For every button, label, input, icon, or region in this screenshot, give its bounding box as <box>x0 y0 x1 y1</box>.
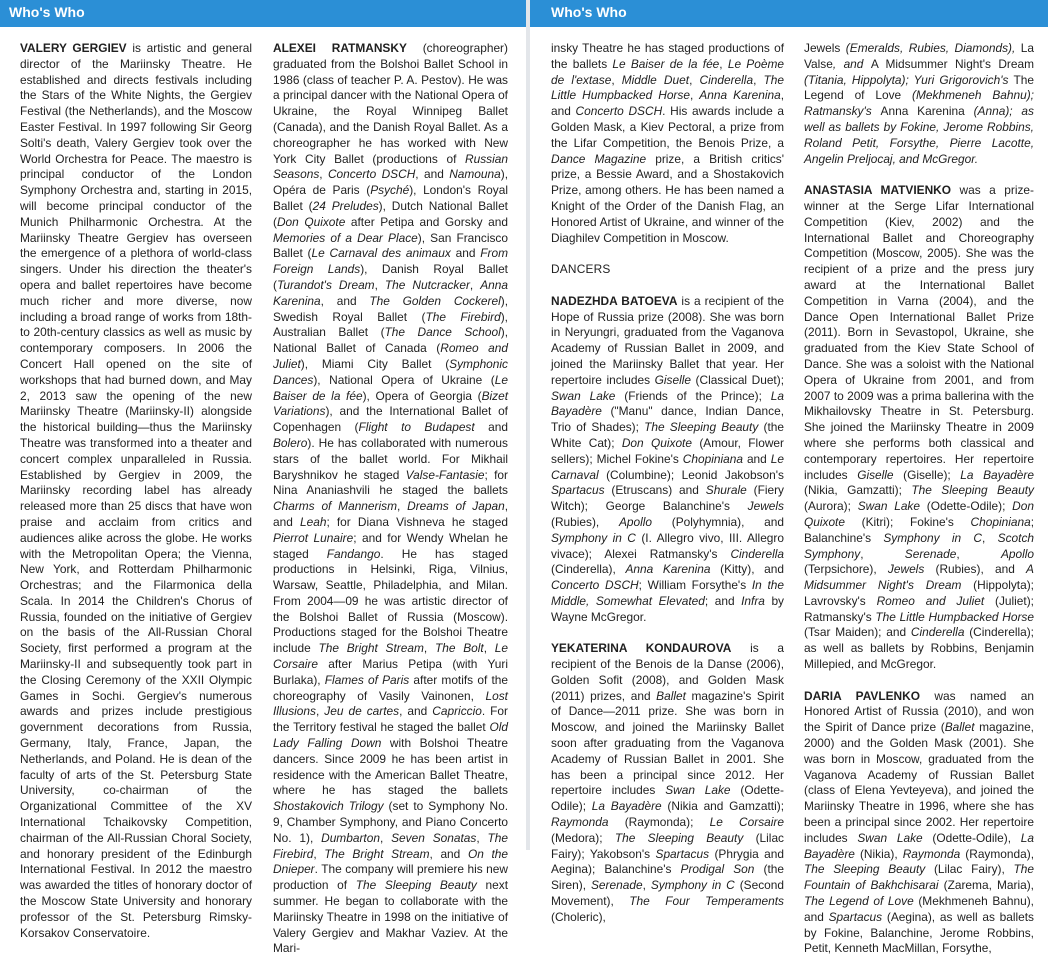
work-title: Concerto DSCH <box>327 167 416 182</box>
text-run: . For the Territory festival he staged the ballet <box>273 704 508 735</box>
work-title: Le Carnaval des animaux <box>311 246 451 261</box>
text-run: ), National Ballet of Canada ( <box>273 325 508 356</box>
text-run: (Rubies), and <box>924 562 1027 577</box>
text-run: , <box>753 72 764 87</box>
work-title: Spartacus <box>828 909 883 924</box>
text-run: , <box>860 546 905 561</box>
page-gutter <box>526 0 530 850</box>
text-run: ), and the International Ballet of Copenhagen ( <box>273 404 508 435</box>
work-title: Swan Lake <box>551 388 616 403</box>
bio-name: ANASTASIA MATVIENKO <box>804 183 951 198</box>
header-bar-right <box>530 0 1048 27</box>
text-run: ), Miami City Ballet ( <box>300 356 450 371</box>
text-run: (Odette-Odile), <box>922 830 1021 845</box>
work-title: Don Quixote <box>621 435 692 450</box>
text-run: (Lilac Fairy); Yakobson's <box>551 830 785 861</box>
text-run: (Odette-Odile); <box>551 783 784 814</box>
work-title: The Firebird <box>273 830 508 861</box>
bio-name: YEKATERINA KONDAUROVA <box>551 641 732 656</box>
bio-text <box>551 41 784 245</box>
column-2 <box>273 41 508 973</box>
text-run: , <box>689 72 700 87</box>
work-title: The Little Humpbacked Horse <box>551 72 785 103</box>
text-run: (Juliet); Ratmansky's <box>804 593 1034 624</box>
text-run: and <box>742 451 771 466</box>
work-title: Chopiniana <box>682 451 743 466</box>
work-title: Psyché <box>370 183 410 198</box>
text-run: , and <box>415 167 450 182</box>
bio-text: is artistic and general director of the Mariinsky Theatre. He established and directs festivals including the Stars of the White Nights, the Gergiev Festival (the Netherlands), and the Moscow Easter Festival. In 1997 following Sir Georg Solti's death, Valery Gergiev took over the World Orchestra for Peace. The maestro is principal conductor of the London Symphony Orchestra and, starting in 2015, will become principal conductor of the Munich Philharmonic Orchestra. At the Mariinsky Theatre Gergiev has overseen the emergence of a plethora of world-class singers. Under his direction the theater's opera and ballet repertoires have become much richer and more diverse, now including a broad range of works from 18th- to 20th-century classics as well as music by contemporary composers. In 2006 the Concert Hall opened on the site of workshops that had burned down, and May 2, 2013 saw the opening of the new Mariinsky Theatre (Mariinsky-II) alongside the historical building—thus the Mariinsky Theatre was transformed into a theater and concert complex unparalleled in Russia. Established by Gergiev in 2009, the Mariinsky recording label has already released more than 25 discs that have won praise and acclaim from critics and audiences alike across the globe. He works with the Metropolitan Opera; the Vienna, New York, and Rotterdam Philharmonic Orchestras; and the Filarmonica della Scala. In 2014 the Children's Chorus of Russia, founded on the initiative of Gergiev on the basis of the All-Russian Choral Society, first performed a program at the Mariinsky-II and subsequently took part in the Closing Ceremony of the XXII Olympic Games in Sochi. Gergiev's numerous awards and prizes include prestigious government decorations from Russia, Germany, Italy, France, Japan, the Netherlands, and Poland. He is dean of the faculty of arts of the St. Petersburg State University, co-chairman of the Organizational Committee of the XV International Tchaikovsky Competition, chairman of the All-Russian Choral Society, and honorary president of the Edinburgh International Festival. In 2012 the maestro was awarded the titles of honorary doctor of the Moscow State University and honorary professor of the St. Petersburg Rimsky-Korsakov Conservatoire. <box>20 41 252 940</box>
bio-name: NADEZHDA BATOEVA <box>551 293 678 308</box>
text-run: , <box>476 830 488 845</box>
work-title: (Mekhmeneh Bahnu); Ratmansky's <box>804 88 1034 119</box>
text-run: (Friends of the Prince); <box>615 388 771 403</box>
work-title: The Sleeping Beauty <box>614 830 744 845</box>
text-run: (Nikia and Gamzatti); <box>661 799 784 814</box>
work-title: Anna Karenina <box>273 277 509 308</box>
work-title: Shostakovich Trilogy <box>273 799 384 814</box>
work-title: Symphony in C <box>650 878 735 893</box>
text-run: (Mekhmeneh Bahnu), and <box>804 894 1034 924</box>
work-title: Raymonda <box>902 846 961 861</box>
text-run: (Hippolyta); Lavrovsky's <box>804 578 1034 608</box>
text-run: , <box>319 167 328 182</box>
work-title: The Sleeping Beauty <box>911 483 1034 498</box>
work-title: The Golden Cockerel <box>369 293 501 308</box>
text-run: insky Theatre he has staged productions of the ballets <box>551 41 784 71</box>
text-run: A Midsummer Night's Dream <box>870 56 1035 71</box>
text-run: magazine, 2000) and the Golden Mask (2001). She was born in Moscow, graduated from the Vaganova Academy of Russian Ballet (class of Elena Yevteyeva), and joined the Mariinsky Theatre in 1996, where she has been a principal since 2002. Her repertoire includes <box>804 720 1034 845</box>
work-title: Spartacus <box>655 846 710 861</box>
work-title: (Titania, Hippolyta); Yuri Grigorovich's <box>804 72 1014 87</box>
text-run: ; and <box>704 593 742 608</box>
bio-text <box>551 294 784 624</box>
text-run: (Nikia), <box>854 846 903 861</box>
work-title: Symphonic Dances <box>273 356 508 387</box>
header-bar-left <box>0 0 526 27</box>
text-run: (Aegina), as well as ballets by Fokine, Balanchine, Jerome Robbins, Petit, Kenneth MacMillan, Forsythe, <box>804 909 1034 956</box>
text-run: , <box>396 499 408 514</box>
text-run: . The company will premiere his new production of <box>273 862 508 893</box>
text-run: was named an Honored Artist of Russia (2010), and won the Spirit of Dance prize ( <box>804 688 1034 735</box>
column-3 <box>551 41 784 941</box>
work-title: Romeo and Juliet <box>876 593 985 608</box>
work-title: Middle Duet <box>621 72 690 87</box>
text-run: (Raymonda), <box>960 846 1034 861</box>
work-title: Infra <box>741 593 765 608</box>
work-title: Lost Illusions <box>273 688 508 719</box>
work-title: Le Carnaval <box>551 451 784 482</box>
text-run: , <box>956 546 1001 561</box>
work-title: Apollo <box>1000 546 1035 561</box>
column-4 <box>804 41 1034 973</box>
text-run: ; for Nina Ananiashvili he staged the ballets <box>273 467 509 498</box>
work-title: Turandot's Dream <box>276 277 375 292</box>
bio-kondaurova-continued <box>804 41 1034 167</box>
work-title: Capriccio <box>432 704 482 719</box>
work-title: Romeo and Juliet <box>273 341 508 371</box>
text-run: La Valse <box>804 41 1034 71</box>
text-run: . His awards include a Golden Mask, a Kiev Pectoral, a prize from the Lifar Competition, the Benois Prize, a <box>551 104 784 150</box>
text-run: (Medora); <box>551 830 615 845</box>
text-run: ), Swedish Royal Ballet ( <box>273 293 509 324</box>
text-run: ), Danish Royal Ballet ( <box>273 262 508 292</box>
work-title: Swan Lake <box>665 783 731 798</box>
work-title: The Firebird <box>425 309 501 324</box>
text-run: , <box>642 878 651 893</box>
text-run: (Fiery Witch); George Balanchine's <box>551 483 784 514</box>
text-run: (Cinderella), <box>551 562 626 577</box>
text-run: ; and for Wendy Whelan he staged <box>273 530 508 561</box>
work-title: Le Corsaire <box>273 641 508 672</box>
text-run: , and <box>320 293 370 308</box>
work-title: 24 Preludes <box>312 198 379 213</box>
text-run: (choreographer) graduated from the Bolshoi Ballet School in 1986 (class of teacher P. A. Pestov). He was a principal dancer with the National Opera of Ukraine, the Royal Winnipeg Ballet (Canada), and the Danish Royal Ballet. As a choreographer he has worked with New York City Ballet (productions of <box>273 41 508 166</box>
work-title: Cinderella <box>730 546 784 561</box>
bio-text <box>551 641 784 924</box>
text-run: (Odette-Odile); <box>919 499 1013 514</box>
text-run: (Rubies), <box>551 514 619 529</box>
text-run: , and <box>273 499 508 529</box>
text-run: after Marius Petipa (with Yuri Burlaka), <box>273 657 508 687</box>
work-title: Don Quixote <box>276 214 346 229</box>
work-title: La Bayadère <box>960 467 1034 482</box>
work-title: Scotch Symphony <box>804 530 1035 561</box>
work-title: , and <box>832 56 871 71</box>
text-run: , <box>611 72 622 87</box>
work-title: Valse-Fantasie <box>405 467 485 482</box>
work-title: Shurale <box>705 483 747 498</box>
work-title: Chopiniana <box>970 514 1031 529</box>
bio-ratmansky-continued <box>551 41 784 246</box>
work-title: La Bayadère <box>551 388 784 419</box>
work-title: Seven Sonatas <box>391 830 477 845</box>
text-run: (Amour, Flower sellers); Michel Fokine's <box>551 435 784 466</box>
text-run: was a prize-winner at the Serge Lifar International Competition (Kiev, 2002) and the International Ballet and Choreography Competition (Moscow, 2005). She was the recipient of a prize and the press jury award at the International Ballet Competition in Varna (2004), and the Dance Open International Ballet Prize (2011). Born in Sevastopol, Ukraine, she graduated from the Kiev State School of Dance. She was a soloist with the National Opera of Ukraine from 2001, and from 2007 to 2009 was a prima ballerina with the Mikhailovsky Theatre in St. Petersburg. She joined the Mariinsky Theatre in 2009 where she performs both classical and contemporary repertoires. Her repertoire includes <box>804 183 1034 482</box>
text-run: (Classical Duet); <box>690 372 784 387</box>
section-title-left: Who's Who <box>9 4 85 20</box>
text-run: , <box>982 530 998 545</box>
work-title: Leah <box>299 514 327 529</box>
work-title: The Sleeping Beauty <box>355 878 477 893</box>
work-title: Concerto DSCH <box>551 578 639 593</box>
text-run: , <box>313 846 325 861</box>
work-title: Charms of Mannerism <box>273 499 397 514</box>
text-run: prize, a British critics' prize, a Bessie Award, and a Shostakovich Prize, among others. He has been named a Knight of the Order of the Danish Flag, an Honored Artist of Ukraine, and winner of the Diaghilev Competition in Moscow. <box>551 151 785 245</box>
text-run: , <box>689 88 700 103</box>
work-title: Ballet <box>656 688 686 703</box>
work-title: The Bolt <box>434 641 484 656</box>
work-title: Apollo <box>618 514 653 529</box>
work-title: Cinderella <box>910 625 965 640</box>
work-title: La Bayadère <box>804 830 1034 861</box>
text-run: , <box>315 704 325 719</box>
work-title: The Sleeping Beauty <box>644 420 759 435</box>
text-run: (Kitty), and <box>710 562 785 577</box>
bio-batoeva <box>551 294 784 626</box>
work-title: Anna Karenina <box>699 88 781 103</box>
work-title: Dance Magazine <box>551 151 647 166</box>
text-run: (the White Cat); <box>551 420 784 450</box>
work-title: Russian Seasons <box>273 151 508 182</box>
work-title: On the Dnieper <box>273 846 509 877</box>
text-run: (I. Allegro vivo, III. Allegro vivace); Alexei Ratmansky's <box>551 530 784 561</box>
text-run: , <box>469 277 481 292</box>
bio-matvienko <box>804 183 1034 673</box>
work-title: In the Middle, Somewhat Elevated <box>551 578 785 608</box>
bio-text <box>804 183 1034 671</box>
text-run: (Aurora); <box>804 499 858 514</box>
text-run: (Giselle); <box>893 467 961 482</box>
text-run: (Zarema, Maria), <box>938 878 1034 893</box>
text-run: , and <box>551 88 785 119</box>
text-run: (Terpsichore), <box>804 562 888 577</box>
text-run: after motifs of the choreography of Vasily Vainonen, <box>273 672 508 703</box>
text-run: (Cinderella); as well as ballets by Robbins, Benjamin Millepied, and McGregor. <box>804 625 1034 672</box>
work-title: Dumbarton <box>321 830 380 845</box>
bio-text <box>804 689 1034 956</box>
text-run: ), San Francisco Ballet ( <box>273 230 508 261</box>
text-run: (Second Movement), <box>551 878 785 909</box>
text-run: ). He has collaborated with numerous stars of the ballet world. For Mikhail Baryshnikov he staged <box>273 435 508 482</box>
work-title: Swan Lake <box>857 499 920 514</box>
text-run: and <box>474 420 508 435</box>
text-run: , <box>719 56 728 71</box>
work-title: Don Quixote <box>804 499 1034 529</box>
work-title: Flight to Budapest <box>358 420 475 435</box>
text-run: Anna Karenina <box>880 104 965 119</box>
bio-ratmansky <box>273 41 508 957</box>
text-run: , <box>379 830 392 845</box>
work-title: The Legend of Love <box>804 894 914 909</box>
text-run: , <box>374 277 385 292</box>
text-run: (Columbine); Leonid Jakobson's <box>598 467 784 482</box>
text-run: (Choleric), <box>551 909 606 924</box>
work-title: Bolero <box>273 435 308 450</box>
work-title: The Sleeping Beauty <box>804 862 926 877</box>
text-run: with Bolshoi Theatre dancers. Since 2009 he has been artist in residence with the American Ballet Theatre, where he has staged the ballets <box>273 736 508 798</box>
text-run: and <box>450 246 481 261</box>
bio-name: DARIA PAVLENKO <box>804 688 920 703</box>
text-run: ; William Forsythe's <box>638 578 752 593</box>
work-title: The Nutcracker <box>384 277 470 292</box>
work-title: Anna Karenina <box>625 562 711 577</box>
bio-pavlenko <box>804 689 1034 958</box>
work-title: Symphony in C <box>551 530 636 545</box>
work-title: Raymonda <box>551 815 609 830</box>
bio-text <box>273 41 508 955</box>
text-run: is a recipient of the Benois de la Danse (2006), Golden Sofit (2008), and Golden Mask (2011) prizes, and <box>551 641 784 703</box>
text-run: , <box>423 641 435 656</box>
work-title: From Foreign Lands <box>273 246 508 277</box>
work-title: Giselle <box>654 372 691 387</box>
work-title: Le Corsaire <box>709 815 784 830</box>
text-run: . He has staged productions in Helsinki, Riga, Vilnius, Warsaw, Seattle, Philadelphia, and Milan. From 2004—09 he was artistic director of the Bolshoi Ballet of Russia (Moscow). Productions staged for the Bolshoi Theatre include <box>273 546 508 656</box>
text-run: (Raymonda); <box>608 815 710 830</box>
work-title: Jeu de cartes <box>324 704 400 719</box>
work-title: Flames of Paris <box>324 672 410 687</box>
work-title: (Emeralds, Rubies, Diamonds), <box>840 41 1021 55</box>
work-title: Pierrot Lunaire <box>273 530 354 545</box>
text-run: ), Opéra de Paris ( <box>273 167 509 198</box>
text-run: , <box>483 641 495 656</box>
column-1 <box>20 41 252 957</box>
text-run: The Legend of Love <box>804 72 1034 103</box>
work-title: The Four Temperaments <box>629 894 784 909</box>
section-title-right: Who's Who <box>551 4 627 20</box>
work-title: Concerto DSCH <box>575 104 663 119</box>
work-title: Old Lady Falling Down <box>273 720 508 751</box>
work-title: Jewels <box>887 562 925 577</box>
work-title: The Bright Stream <box>324 846 430 861</box>
work-title: Fandango <box>326 546 381 561</box>
text-run: (set to Symphony No. 9, Chamber Symphony, and Piano Concerto No. 1), <box>273 799 508 845</box>
work-title: Spartacus <box>551 483 605 498</box>
work-title: Serenade <box>904 546 957 561</box>
text-run: ), Dutch National Ballet ( <box>273 198 508 229</box>
text-run: by Wayne McGregor. <box>551 593 785 624</box>
text-run: next summer. He began to collaborate with the Mariinsky Theatre in 1998 on the initiative of Valery Gergiev and Makhar Vaziev. At the Mari- <box>273 878 509 956</box>
text-run: (Kitri); Fokine's <box>844 514 971 529</box>
bio-text <box>804 41 1034 166</box>
work-title: Jewels <box>747 499 784 514</box>
text-run: ), Australian Ballet ( <box>273 309 508 340</box>
work-title: Prodigal Son <box>680 862 755 877</box>
work-title: The Fountain of Bakhchisarai <box>804 862 1034 893</box>
text-run: ), London's Royal Ballet ( <box>273 183 508 213</box>
text-run: , and <box>429 846 468 861</box>
text-run: (Tsar Maiden); and <box>804 625 911 640</box>
text-run: , and <box>399 704 433 719</box>
work-title: Cinderella <box>699 72 754 87</box>
text-run: (Phrygia and Aegina); Balanchine's <box>551 846 784 877</box>
bio-kondaurova <box>551 641 784 925</box>
text-run: magazine's Spirit of Dance—2011 prize. She was born in Moscow, and joined the Mariinsky Ballet soon after graduating from the Vaganova Academy of Russian Ballet in 2001. She has been a principal since 2012. Her repertoire includes <box>551 688 784 798</box>
work-title: A Midsummer Night's Dream <box>804 562 1034 593</box>
work-title: Swan Lake <box>857 830 923 845</box>
text-run: (the Siren), <box>551 862 785 893</box>
text-run: ; for Diana Vishneva he staged <box>326 514 508 529</box>
text-run: ), Opera of Georgia ( <box>362 388 482 403</box>
work-title: Serenade <box>590 878 643 893</box>
text-run: after Petipa and Gorsky and <box>345 214 508 229</box>
text-run: (Polyhymnia), and <box>652 514 784 529</box>
work-title: Ballet <box>944 720 975 735</box>
work-title: The Bright Stream <box>318 641 424 656</box>
work-title: Le Baiser de la fée <box>273 372 508 403</box>
work-title: The Little Humpbacked Horse <box>875 609 1034 624</box>
text-run: ("Manu" dance, Indian Dance, Trio of Shades); <box>551 404 784 435</box>
work-title: Le Poème de l'extase <box>551 56 784 87</box>
text-run: is a recipient of the Hope of Russia prize (2008). She was born in Neryungri, graduated from the Vaganova Academy of Russian Ballet in 2009, and joined the Mariinsky Ballet that year. Her repertoire includes <box>551 293 785 387</box>
text-run: (Lilac Fairy), <box>925 862 1014 877</box>
text-run: ; Balanchine's <box>804 514 1034 545</box>
work-title: Namouna <box>449 167 501 182</box>
work-title: Bizet Variations <box>273 388 508 419</box>
work-title: Le Baiser de la fée <box>612 56 720 71</box>
work-title: (Anna); as well as ballets by Fokine, Jerome Robbins, Roland Petit, Forsythe, Pierre Lacotte, Angelin Preljocaj, and McGregor. <box>804 104 1034 166</box>
work-title: La Bayadère <box>591 799 662 814</box>
work-title: Dreams of Japan <box>407 499 505 514</box>
work-title: The Dance School <box>384 325 501 340</box>
bio-name: VALERY GERGIEV <box>20 41 127 55</box>
text-run: Jewels <box>804 41 841 55</box>
work-title: Memories of a Dear Place <box>273 230 418 245</box>
bio-name: ALEXEI RATMANSKY <box>273 41 407 55</box>
text-run: (Etruscans) and <box>604 483 706 498</box>
bio-gergiev <box>20 41 252 941</box>
text-run: ), National Opera of Ukraine ( <box>313 372 495 387</box>
text-run: (Nikia, Gamzatti); <box>804 483 912 498</box>
work-title: Symphony in C <box>883 530 983 545</box>
section-label-dancers: DANCERS <box>551 262 611 277</box>
work-title: Giselle <box>857 467 894 482</box>
